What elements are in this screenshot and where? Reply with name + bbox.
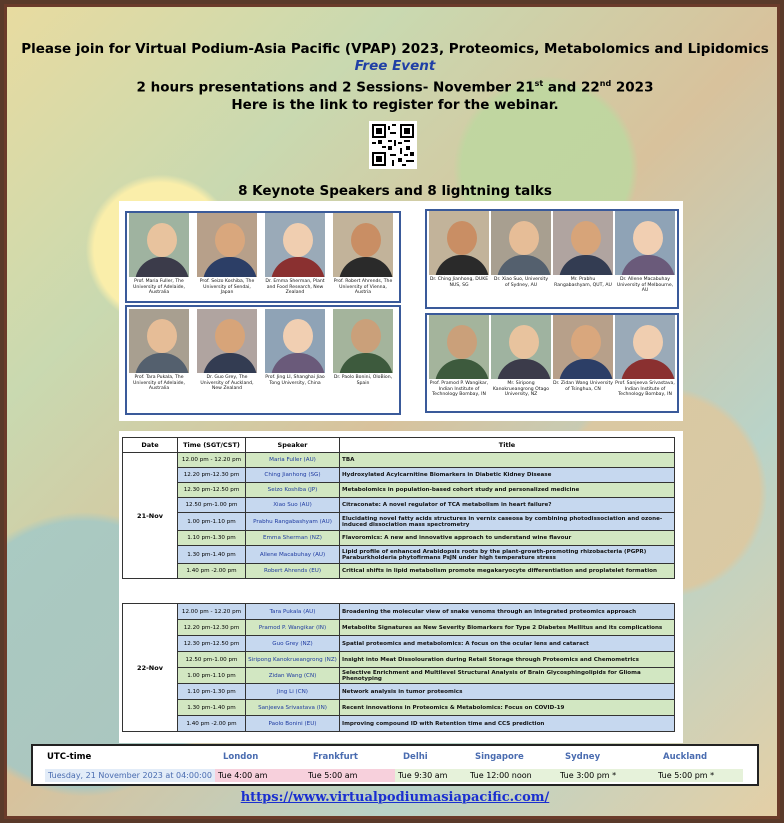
speaker-caption: Prof. Robert Ahrends, The University of Vienna, Austria	[333, 279, 393, 296]
session-time: 12.50 pm-1.00 pm	[178, 652, 246, 668]
speaker-caption: Dr. Ching Jianhong, DUKE NUS, SG	[429, 277, 489, 288]
speaker-photo	[333, 309, 393, 373]
session-time: 1.30 pm-1.40 pm	[178, 700, 246, 716]
schedule-row	[123, 513, 675, 531]
city-time: Tue 3:00 pm *	[557, 769, 655, 782]
session-title: Network analysis in tumor proteomics	[340, 684, 675, 700]
session-time: 12.00 pm - 12.20 pm	[178, 453, 246, 468]
website-link[interactable]: https://www.virtualpodiumasiapacific.com/	[240, 790, 550, 805]
session-speaker: Robert Ahrends (EU)	[246, 564, 340, 579]
speaker-caption: Dr. Guo Grey, The University of Auckland, New Zealand	[200, 375, 254, 392]
session-title: Metabolomics in population-based cohort study and personalized medicine	[340, 483, 675, 498]
session-time: 1.40 pm -2.00 pm	[178, 716, 246, 732]
schedule-row	[123, 700, 675, 716]
session-speaker: Sanjeeva Srivastava (IN)	[246, 700, 340, 716]
schedule-table-day2	[122, 603, 675, 732]
session-time: 1.10 pm-1.30 pm	[178, 531, 246, 546]
session-speaker: Seizo Koshiba (JP)	[246, 483, 340, 498]
session-title: Citraconate: A novel regulator of TCA metabolism in heart failure?	[340, 498, 675, 513]
speaker-card	[333, 213, 393, 296]
speaker-card	[429, 211, 489, 288]
session-title: Hydroxylated Acylcarnitine Biomarkers in Diabetic Kidney Disease	[340, 468, 675, 483]
schedule-row	[123, 483, 675, 498]
session-speaker: Maria Fuller (AU)	[246, 453, 340, 468]
schedule-row	[123, 652, 675, 668]
schedule-row	[123, 531, 675, 546]
session-title: Lipid profile of enhanced Arabidopsis roots by the plant-growth-promoting rhizobacteria (PGPR) Paraburkholderia phytofirmans PsJN under high temperature stress	[340, 546, 675, 564]
session-title: Selective Enrichment and Multilevel Structural Analysis of Brain Glycosphingolipids for Glioma Phenotyping	[340, 668, 675, 684]
city-time: Tue 12:00 noon	[467, 769, 557, 782]
session-speaker: Zidan Wang (CN)	[246, 668, 340, 684]
speaker-photo	[129, 309, 189, 373]
speaker-photo	[265, 213, 325, 277]
free-event-label: Free Event	[354, 58, 436, 74]
qr-code-icon[interactable]	[369, 121, 417, 169]
speaker-card	[197, 309, 257, 392]
city-name: London	[223, 752, 259, 762]
speaker-card	[129, 309, 189, 392]
city-time: Tue 9:30 am	[395, 769, 467, 782]
flyer-frame	[4, 4, 780, 819]
session-title: Insight into Meat Dissolouration during Retail Storage through Proteomics and Chemometrics	[340, 652, 675, 668]
timezone-converter	[31, 744, 759, 786]
speaker-card	[129, 213, 189, 296]
speaker-photo	[491, 315, 551, 379]
session-title: Improving compound ID with Retention time and CCS prediction	[340, 716, 675, 732]
speaker-photo	[429, 211, 489, 275]
schedule-row	[123, 716, 675, 732]
city-time: Tue 5:00 pm *	[655, 769, 743, 782]
speaker-card	[491, 211, 551, 288]
schedule-row	[123, 468, 675, 483]
header	[7, 41, 780, 114]
speaker-card	[197, 213, 257, 296]
col-title: Title	[340, 438, 675, 453]
session-time: 1.00 pm-1.10 pm	[178, 513, 246, 531]
speaker-card	[491, 315, 551, 398]
city-name: Auckland	[663, 752, 708, 762]
speaker-photo	[615, 315, 675, 379]
col-date: Date	[123, 438, 178, 453]
speaker-photo	[197, 309, 257, 373]
session-speaker: Paolo Bonini (EU)	[246, 716, 340, 732]
speaker-caption: Dr. Xiao Suo, University of Sydney, AU	[493, 277, 549, 288]
speaker-card	[615, 211, 675, 294]
session-title: TBA	[340, 453, 675, 468]
session-title: Critical shifts in lipid metabolism promote megakaryocyte differentiation and proplatelet formation	[340, 564, 675, 579]
col-time: Time (SGT/CST)	[178, 438, 246, 453]
speaker-card	[553, 315, 613, 392]
session-speaker: Allene Macabuhay (AU)	[246, 546, 340, 564]
session-time: 12.50 pm-1.00 pm	[178, 498, 246, 513]
speaker-card	[265, 309, 325, 386]
session-speaker: Xiao Suo (AU)	[246, 498, 340, 513]
schedule-row	[123, 564, 675, 579]
session-speaker: Pramod P. Wangikar (IN)	[246, 620, 340, 636]
register-text: Here is the link to register for the webinar.	[231, 96, 559, 113]
schedule-row	[123, 620, 675, 636]
session-speaker: Ching Jianhong (SG)	[246, 468, 340, 483]
session-title: Flavoromics: A new and innovative approach to understand wine flavour	[340, 531, 675, 546]
speaker-photos	[119, 201, 683, 421]
schedule-row	[123, 453, 675, 468]
schedule-row	[123, 684, 675, 700]
schedule-row	[123, 668, 675, 684]
session-time: 1.30 pm-1.40 pm	[178, 546, 246, 564]
schedule-table-day1	[122, 437, 675, 579]
utc-label: UTC-time	[47, 752, 92, 762]
city-name: Delhi	[403, 752, 428, 762]
speaker-photo	[429, 315, 489, 379]
session-speaker: Guo Grey (NZ)	[246, 636, 340, 652]
speaker-caption: Prof. Tara Pukala, The University of Adelaide, Australia	[133, 375, 185, 392]
session-time: 12.30 pm-12.50 pm	[178, 483, 246, 498]
speaker-caption: Dr. Allene Macabuhay University of Melbourne, AU	[616, 277, 674, 294]
speaker-caption: Dr. Emma Sherman, Plant and Food Research, New Zealand	[265, 279, 325, 296]
speaker-photo	[553, 315, 613, 379]
city-time: Tue 5:00 am	[305, 769, 395, 782]
session-speaker: Tara Pukala (AU)	[246, 604, 340, 620]
session-time: 12.30 pm-12.50 pm	[178, 636, 246, 652]
speaker-caption: Prof. Jing LI, Shanghai Jiao Tong University, China	[265, 375, 325, 386]
speaker-photo	[265, 309, 325, 373]
session-speaker: Jing Li (CN)	[246, 684, 340, 700]
schedule-row	[123, 636, 675, 652]
speaker-photo	[491, 211, 551, 275]
speaker-caption: Prof. Seizo Koshiba, The University of Sendai, Japan	[199, 279, 255, 296]
schedule-panel	[119, 431, 683, 743]
session-title: Broadening the molecular view of snake venoms through an integrated proteomics approach	[340, 604, 675, 620]
schedule-row	[123, 546, 675, 564]
session-time: 1.00 pm-1.10 pm	[178, 668, 246, 684]
city-time: Tue 4:00 am	[215, 769, 305, 782]
speaker-photo	[615, 211, 675, 275]
session-title: Metabolite Signatures as New Severity Biomarkers for Type 2 Diabetes Mellitus and its complications	[340, 620, 675, 636]
event-title: Please join for Virtual Podium-Asia Pacific (VPAP) 2023, Proteomics, Metabolomics and Lipidomics	[21, 41, 769, 57]
schedule-row	[123, 604, 675, 620]
city-name: Frankfurt	[313, 752, 358, 762]
keynote-heading: 8 Keynote Speakers and 8 lightning talks	[238, 183, 552, 199]
speaker-card	[553, 211, 613, 288]
speaker-card	[429, 315, 489, 398]
speaker-caption: Prof. Sanjeeva Srivastava, Indian Institute of Technology Bombay, IN	[615, 381, 675, 398]
session-speaker: Prabhu Rangabashyam (AU)	[246, 513, 340, 531]
speaker-caption: Mr. Prabhu Rangabashyam, QUT, AU	[554, 277, 612, 288]
speaker-caption: Mr. Siripong Kanokrueangrong Otago University, NZ	[492, 381, 550, 398]
event-dates: 2 hours presentations and 2 Sessions- November 21st and 22nd 2023	[136, 79, 654, 96]
session-time: 12.00 pm - 12.20 pm	[178, 604, 246, 620]
session-speaker: Emma Sherman (NZ)	[246, 531, 340, 546]
session-time: 12.20 pm-12.30 pm	[178, 620, 246, 636]
schedule-date: 21-Nov	[123, 453, 178, 579]
schedule-date: 22-Nov	[123, 604, 178, 732]
speaker-card	[333, 309, 393, 386]
speaker-card	[615, 315, 675, 398]
speaker-photo	[333, 213, 393, 277]
speaker-caption: Prof. Maria Fuller, The University of Adelaide, Australia	[133, 279, 185, 296]
session-time: 12.20 pm-12.30 pm	[178, 468, 246, 483]
speaker-photo	[553, 211, 613, 275]
session-title: Spatial proteomics and metabolomics: A focus on the ocular lens and cataract	[340, 636, 675, 652]
session-title: Elucidating novel fatty acids structures in vernix caseosa by combining photodissociation and ozone-induced dissociation mass spectrometry	[340, 513, 675, 531]
city-name: Singapore	[475, 752, 524, 762]
session-time: 1.10 pm-1.30 pm	[178, 684, 246, 700]
session-time: 1.40 pm -2.00 pm	[178, 564, 246, 579]
schedule-row	[123, 498, 675, 513]
utc-value: Tuesday, 21 November 2023 at 04:00:00	[45, 769, 215, 782]
speaker-photo	[197, 213, 257, 277]
speaker-photo	[129, 213, 189, 277]
speaker-caption: Dr. Paolo Bonini, OloBion, Spain	[333, 375, 393, 386]
city-name: Sydney	[565, 752, 601, 762]
speaker-caption: Prof. Pramod P. Wangikar, Indian Institute of Technology Bombay, IN	[429, 381, 489, 398]
session-title: Recent innovations in Proteomics & Metabolomics: Focus on COVID-19	[340, 700, 675, 716]
speaker-caption: Dr. Zidan Wang University of Tsinghua, CN	[553, 381, 613, 392]
session-speaker: Siripong Kanokrueangrong (NZ)	[246, 652, 340, 668]
col-speaker: Speaker	[246, 438, 340, 453]
speaker-card	[265, 213, 325, 296]
